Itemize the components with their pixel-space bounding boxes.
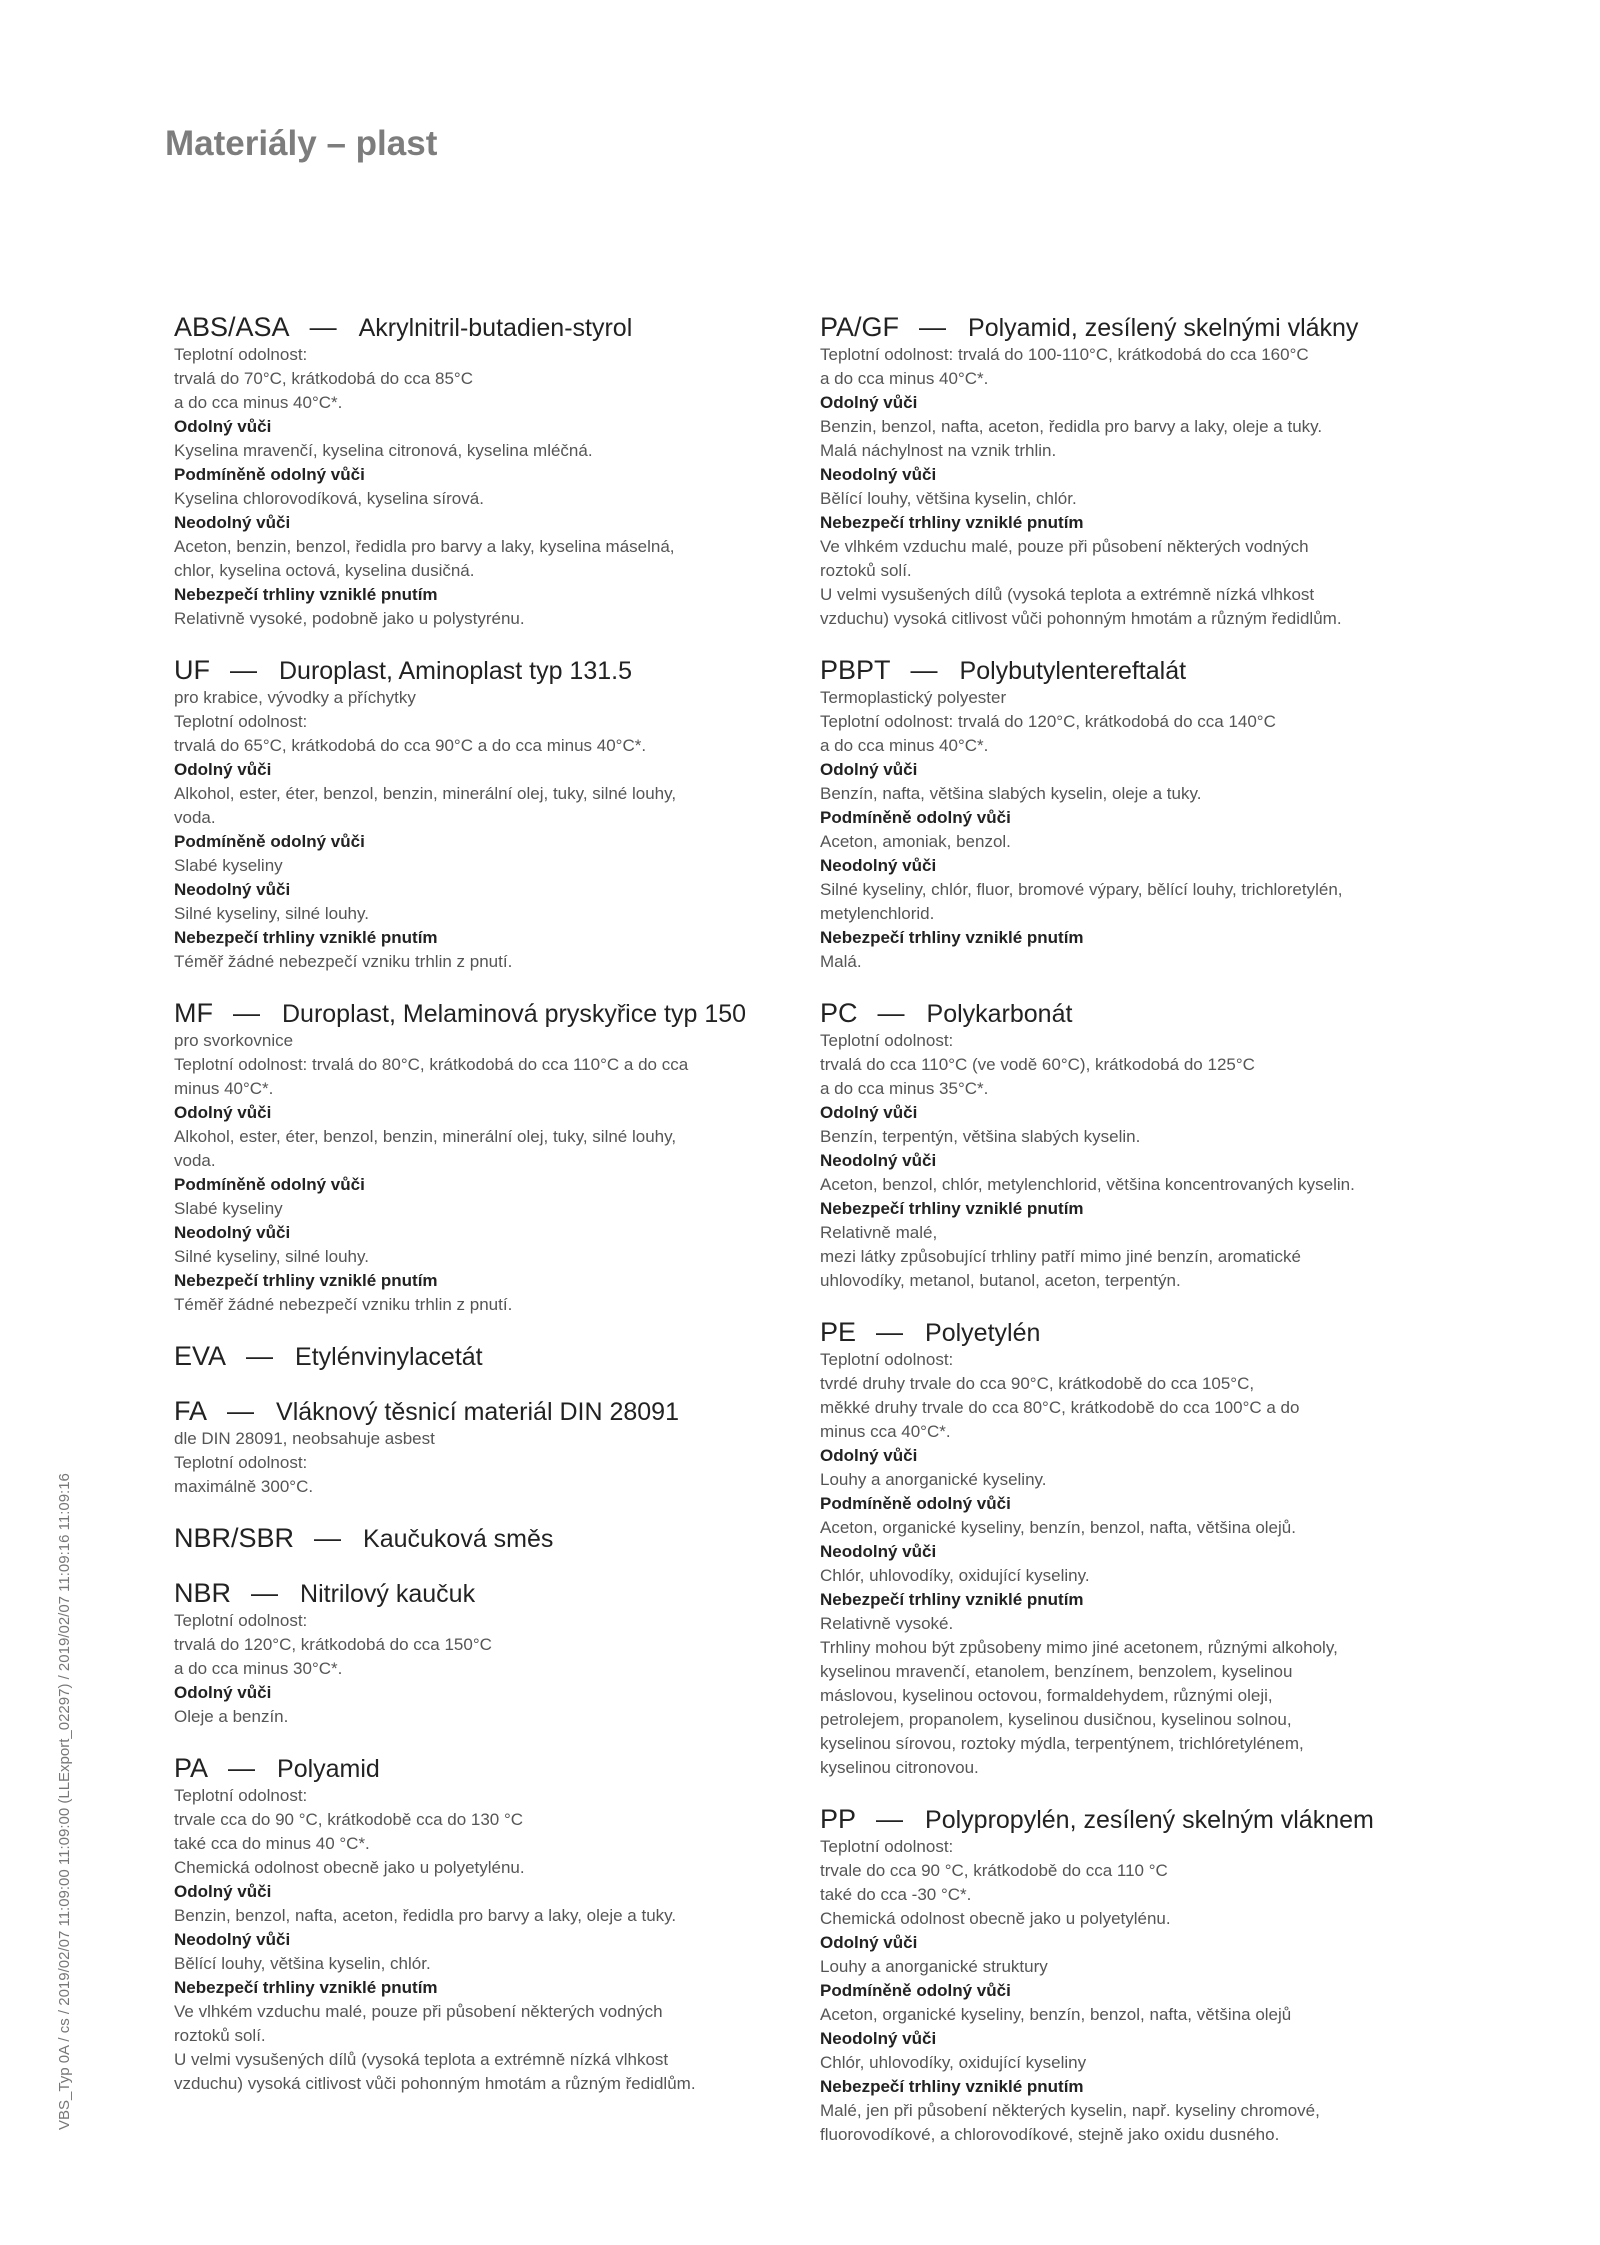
material-body: [820, 343, 1440, 631]
property-text: Bělící louhy, většina kyselin, chlór.: [174, 1954, 431, 1973]
property-label: Podmíněně odolný vůči: [174, 465, 365, 484]
property-text: Chemická odolnost obecně jako u polyetylénu.: [174, 1858, 525, 1877]
property-text: Termoplastický polyester: [820, 688, 1007, 707]
material-body: [174, 343, 786, 631]
material-code: PE: [820, 1317, 857, 1347]
header-dash: —: [251, 1578, 279, 1608]
property-text: Slabé kyseliny: [174, 856, 283, 875]
material-header: [174, 312, 786, 343]
property-text: Aceton, amoniak, benzol.: [820, 832, 1011, 851]
material-body: [820, 1029, 1440, 1293]
property-text: petrolejem, propanolem, kyselinou dusičnou, kyselinou solnou,: [820, 1710, 1292, 1729]
property-text: pro svorkovnice: [174, 1031, 294, 1050]
property-label: Neodolný vůči: [174, 513, 291, 532]
property-text: Silné kyseliny, silné louhy.: [174, 1247, 369, 1266]
property-label: Neodolný vůči: [820, 856, 937, 875]
left-column: [174, 312, 786, 2120]
property-text: U velmi vysušených dílů (vysoká teplota a extrémně nízká vlhkost: [820, 585, 1315, 604]
property-label: Neodolný vůči: [820, 1151, 937, 1170]
property-text: vzduchu) vysoká citlivost vůči pohonným hmotám a různým ředidlům.: [174, 2074, 696, 2093]
property-text: Oleje a benzín.: [174, 1707, 289, 1726]
material-entry: [820, 1317, 1440, 1780]
header-dash: —: [228, 1753, 256, 1783]
property-text: Kyselina chlorovodíková, kyselina sírová.: [174, 489, 484, 508]
property-text: Teplotní odolnost:: [820, 1350, 954, 1369]
property-text: Kyselina mravenčí, kyselina citronová, kyselina mléčná.: [174, 441, 593, 460]
property-text: Aceton, organické kyseliny, benzín, benzol, nafta, většina olejů.: [820, 1518, 1296, 1537]
material-body: [820, 1348, 1440, 1780]
property-text: Relativně malé,: [820, 1223, 938, 1242]
property-text: dle DIN 28091, neobsahuje asbest: [174, 1429, 435, 1448]
material-header: [820, 655, 1440, 686]
property-text: Teplotní odolnost:: [174, 345, 308, 364]
material-name: Nitrilový kaučuk: [300, 1580, 476, 1608]
property-text: Teplotní odolnost:: [174, 1453, 308, 1472]
material-header: [174, 1523, 786, 1554]
material-body: [174, 1029, 786, 1317]
header-dash: —: [309, 312, 337, 342]
property-text: Ve vlhkém vzduchu malé, pouze při působení některých vodných: [820, 537, 1309, 556]
material-entry: [174, 1396, 786, 1499]
property-label: Nebezpečí trhliny vzniklé pnutím: [820, 2077, 1084, 2096]
material-entry: [174, 998, 786, 1317]
material-entry: [174, 1341, 786, 1372]
property-text: Malé, jen při působení některých kyselin, např. kyseliny chromové,: [820, 2101, 1320, 2120]
property-text: kyselinou mravenčí, etanolem, benzínem, benzolem, kyselinou: [820, 1662, 1293, 1681]
material-entry: [820, 1804, 1440, 2147]
property-text: chlor, kyselina octová, kyselina dusičná.: [174, 561, 475, 580]
property-text: trvale cca do 90 °C, krátkodobě cca do 130 °C: [174, 1810, 524, 1829]
property-text: a do cca minus 40°C*.: [174, 393, 343, 412]
material-body: [174, 1609, 786, 1729]
property-label: Odolný vůči: [820, 1446, 918, 1465]
property-text: minus 40°C*.: [174, 1079, 274, 1098]
property-text: Malá náchylnost na vznik trhlin.: [820, 441, 1057, 460]
material-header: [820, 312, 1440, 343]
property-text: Malá.: [820, 952, 862, 971]
property-text: Teplotní odolnost:: [174, 712, 308, 731]
right-column: [820, 312, 1440, 2171]
property-text: Aceton, benzin, benzol, ředidla pro barvy a laky, kyselina máselná,: [174, 537, 675, 556]
property-text: tvrdé druhy trvale do cca 90°C, krátkodobě do cca 105°C,: [820, 1374, 1255, 1393]
material-entry: [174, 655, 786, 974]
property-label: Neodolný vůči: [820, 465, 937, 484]
material-header: [820, 1317, 1440, 1348]
property-text: a do cca minus 30°C*.: [174, 1659, 343, 1678]
material-code: EVA: [174, 1341, 227, 1371]
material-code: NBR/SBR: [174, 1523, 295, 1553]
property-label: Neodolný vůči: [174, 1223, 291, 1242]
property-text: trvalá do 120°C, krátkodobá do cca 150°C: [174, 1635, 492, 1654]
property-text: a do cca minus 40°C*.: [820, 736, 989, 755]
property-text: Aceton, organické kyseliny, benzín, benzol, nafta, většina olejů: [820, 2005, 1292, 2024]
material-name: Polyetylén: [925, 1319, 1041, 1347]
property-label: Podmíněně odolný vůči: [820, 1494, 1011, 1513]
property-text: voda.: [174, 808, 216, 827]
property-label: Neodolný vůči: [820, 2029, 937, 2048]
property-text: roztoků solí.: [820, 561, 912, 580]
property-label: Odolný vůči: [174, 1683, 272, 1702]
material-name: Polykarbonát: [926, 1000, 1073, 1028]
material-header: [174, 1396, 786, 1427]
material-entry: [820, 312, 1440, 631]
property-text: Teplotní odolnost:: [174, 1611, 308, 1630]
material-header: [174, 1578, 786, 1609]
property-text: Benzín, nafta, většina slabých kyselin, oleje a tuky.: [820, 784, 1202, 803]
property-label: Nebezpečí trhliny vzniklé pnutím: [820, 1590, 1084, 1609]
header-dash: —: [232, 998, 260, 1028]
property-label: Odolný vůči: [174, 1882, 272, 1901]
property-text: a do cca minus 35°C*.: [820, 1079, 989, 1098]
property-text: kyselinou sírovou, roztoky mýdla, terpentýnem, trichlóretylénem,: [820, 1734, 1304, 1753]
material-entry: [174, 1578, 786, 1729]
property-label: Podmíněně odolný vůči: [174, 832, 365, 851]
header-dash: —: [314, 1523, 342, 1553]
material-entry: [174, 1523, 786, 1554]
property-text: Téměř žádné nebezpečí vzniku trhlin z pnutí.: [174, 1295, 513, 1314]
property-text: Teplotní odolnost: trvalá do 120°C, krátkodobá do cca 140°C: [820, 712, 1276, 731]
property-text: Benzin, benzol, nafta, aceton, ředidla pro barvy a laky, oleje a tuky.: [174, 1906, 677, 1925]
property-label: Neodolný vůči: [174, 880, 291, 899]
property-label: Odolný vůči: [174, 417, 272, 436]
material-header: [820, 1804, 1440, 1835]
property-label: Nebezpečí trhliny vzniklé pnutím: [174, 1271, 438, 1290]
material-header: [174, 998, 786, 1029]
property-text: minus cca 40°C*.: [820, 1422, 951, 1441]
property-text: trvalá do 70°C, krátkodobá do cca 85°C: [174, 369, 473, 388]
property-text: Relativně vysoké.: [820, 1614, 954, 1633]
header-dash: —: [230, 655, 257, 685]
property-text: Louhy a anorganické struktury: [820, 1957, 1048, 1976]
material-code: PA: [174, 1753, 209, 1783]
header-dash: —: [876, 1317, 904, 1347]
property-label: Nebezpečí trhliny vzniklé pnutím: [820, 1199, 1084, 1218]
material-code: PBPT: [820, 655, 891, 685]
property-label: Neodolný vůči: [174, 1930, 291, 1949]
property-text: Chlór, uhlovodíky, oxidující kyseliny.: [820, 1566, 1090, 1585]
property-text: vzduchu) vysoká citlivost vůči pohonným hmotám a různým ředidlům.: [820, 609, 1342, 628]
material-code: PP: [820, 1804, 857, 1834]
property-text: Teplotní odolnost:: [174, 1786, 308, 1805]
property-text: Teplotní odolnost:: [820, 1837, 954, 1856]
property-label: Podmíněně odolný vůči: [820, 1981, 1011, 2000]
property-label: Nebezpečí trhliny vzniklé pnutím: [820, 513, 1084, 532]
property-text: Téměř žádné nebezpečí vzniku trhlin z pnutí.: [174, 952, 513, 971]
material-header: [174, 1753, 786, 1784]
property-text: voda.: [174, 1151, 216, 1170]
property-label: Podmíněně odolný vůči: [820, 808, 1011, 827]
material-name: Kaučuková směs: [363, 1525, 554, 1553]
page-title: Materiály – plast: [165, 124, 438, 163]
material-name: Etylénvinylacetát: [295, 1343, 483, 1371]
property-text: Teplotní odolnost: trvalá do 100-110°C, krátkodobá do cca 160°C: [820, 345, 1309, 364]
property-text: Silné kyseliny, silné louhy.: [174, 904, 369, 923]
property-text: Teplotní odolnost:: [820, 1031, 954, 1050]
property-text: Alkohol, ester, éter, benzol, benzin, minerální olej, tuky, silné louhy,: [174, 784, 677, 803]
property-text: trvale do cca 90 °C, krátkodobě do cca 110 °C: [820, 1861, 1168, 1880]
property-text: měkké druhy trvale do cca 80°C, krátkodobě do cca 100°C a do: [820, 1398, 1300, 1417]
material-code: UF: [174, 655, 210, 685]
header-dash: —: [876, 1804, 904, 1834]
material-body: [174, 1784, 786, 2096]
property-text: Teplotní odolnost: trvalá do 80°C, krátkodobá do cca 110°C a do cca: [174, 1055, 689, 1074]
property-label: Nebezpečí trhliny vzniklé pnutím: [174, 928, 438, 947]
property-text: Ve vlhkém vzduchu malé, pouze při působení některých vodných: [174, 2002, 663, 2021]
property-text: fluorovodíkové, a chlorovodíkové, stejně jako oxidu dusného.: [820, 2125, 1280, 2144]
property-text: Trhliny mohou být způsobeny mimo jiné acetonem, různými alkoholy,: [820, 1638, 1338, 1657]
header-dash: —: [227, 1396, 255, 1426]
property-text: Benzin, benzol, nafta, aceton, ředidla pro barvy a laky, oleje a tuky.: [820, 417, 1323, 436]
material-header: [174, 1341, 786, 1372]
property-label: Odolný vůči: [174, 760, 272, 779]
material-name: Polyamid, zesílený skelnými vlákny: [968, 314, 1359, 342]
material-code: PC: [820, 998, 858, 1028]
material-code: PA/GF: [820, 312, 900, 342]
material-name: Duroplast, Aminoplast typ 131.5: [279, 657, 632, 685]
property-text: trvalá do 65°C, krátkodobá do cca 90°C a do cca minus 40°C*.: [174, 736, 647, 755]
property-label: Nebezpečí trhliny vzniklé pnutím: [174, 585, 438, 604]
material-body: [174, 686, 786, 974]
property-label: Odolný vůči: [820, 760, 918, 779]
property-label: Odolný vůči: [820, 393, 918, 412]
property-label: Odolný vůči: [820, 1103, 918, 1122]
property-text: Chlór, uhlovodíky, oxidující kyseliny: [820, 2053, 1087, 2072]
header-dash: —: [246, 1341, 274, 1371]
property-label: Neodolný vůči: [820, 1542, 937, 1561]
property-text: mezi látky způsobující trhliny patří mimo jiné benzín, aromatické: [820, 1247, 1301, 1266]
property-text: maximálně 300°C.: [174, 1477, 314, 1496]
material-entry: [174, 1753, 786, 2096]
property-text: máslovou, kyselinou octovou, formaldehydem, různými oleji,: [820, 1686, 1273, 1705]
property-label: Nebezpečí trhliny vzniklé pnutím: [174, 1978, 438, 1997]
header-dash: —: [877, 998, 905, 1028]
property-text: Chemická odolnost obecně jako u polyetylénu.: [820, 1909, 1171, 1928]
material-name: Polyamid: [277, 1755, 380, 1783]
property-text: pro krabice, vývodky a příchytky: [174, 688, 416, 707]
material-header: [820, 998, 1440, 1029]
header-dash: —: [910, 655, 938, 685]
property-text: U velmi vysušených dílů (vysoká teplota a extrémně nízká vlhkost: [174, 2050, 669, 2069]
material-code: ABS/ASA: [174, 312, 290, 342]
material-body: [820, 1835, 1440, 2147]
header-dash: —: [919, 312, 947, 342]
property-text: uhlovodíky, metanol, butanol, aceton, terpentýn.: [820, 1271, 1181, 1290]
material-name: Duroplast, Melaminová pryskyřice typ 150: [281, 1000, 747, 1028]
property-text: roztoků solí.: [174, 2026, 266, 2045]
property-text: také do cca -30 °C*.: [820, 1885, 972, 1904]
material-header: [174, 655, 786, 686]
property-text: kyselinou citronovou.: [820, 1758, 979, 1777]
material-body: [820, 686, 1440, 974]
material-entry: [820, 998, 1440, 1293]
property-label: Podmíněně odolný vůči: [174, 1175, 365, 1194]
property-text: Bělící louhy, většina kyselin, chlór.: [820, 489, 1077, 508]
property-text: také cca do minus 40 °C*.: [174, 1834, 370, 1853]
material-name: Polybutylentereftalát: [959, 657, 1187, 685]
property-text: Silné kyseliny, chlór, fluor, bromové výpary, bělící louhy, trichloretylén,: [820, 880, 1343, 899]
material-name: Vláknový těsnicí materiál DIN 28091: [276, 1398, 679, 1426]
property-text: Benzín, terpentýn, většina slabých kyselin.: [820, 1127, 1141, 1146]
property-text: a do cca minus 40°C*.: [820, 369, 989, 388]
material-code: NBR: [174, 1578, 232, 1608]
property-label: Nebezpečí trhliny vzniklé pnutím: [820, 928, 1084, 947]
property-label: Odolný vůči: [174, 1103, 272, 1122]
property-text: trvalá do cca 110°C (ve vodě 60°C), krátkodobá do 125°C: [820, 1055, 1255, 1074]
property-label: Odolný vůči: [820, 1933, 918, 1952]
side-document-stamp: VBS_Typ 0A / cs / 2019/02/07 11:09:00 11:09:00 (LLExport_02297) / 2019/02/07 11:09:16 11:09:16: [56, 1473, 73, 2130]
property-text: Louhy a anorganické kyseliny.: [820, 1470, 1047, 1489]
property-text: Alkohol, ester, éter, benzol, benzin, minerální olej, tuky, silné louhy,: [174, 1127, 677, 1146]
material-name: Akrylnitril-butadien-styrol: [358, 314, 633, 342]
property-text: Aceton, benzol, chlór, metylenchlorid, většina koncentrovaných kyselin.: [820, 1175, 1355, 1194]
material-entry: [820, 655, 1440, 974]
material-body: [174, 1427, 786, 1499]
material-entry: [174, 312, 786, 631]
material-name: Polypropylén, zesílený skelným vláknem: [925, 1806, 1374, 1834]
property-text: Relativně vysoké, podobně jako u polystyrénu.: [174, 609, 525, 628]
property-text: Slabé kyseliny: [174, 1199, 283, 1218]
material-code: MF: [174, 998, 213, 1028]
property-text: metylenchlorid.: [820, 904, 935, 923]
material-code: FA: [174, 1396, 208, 1426]
